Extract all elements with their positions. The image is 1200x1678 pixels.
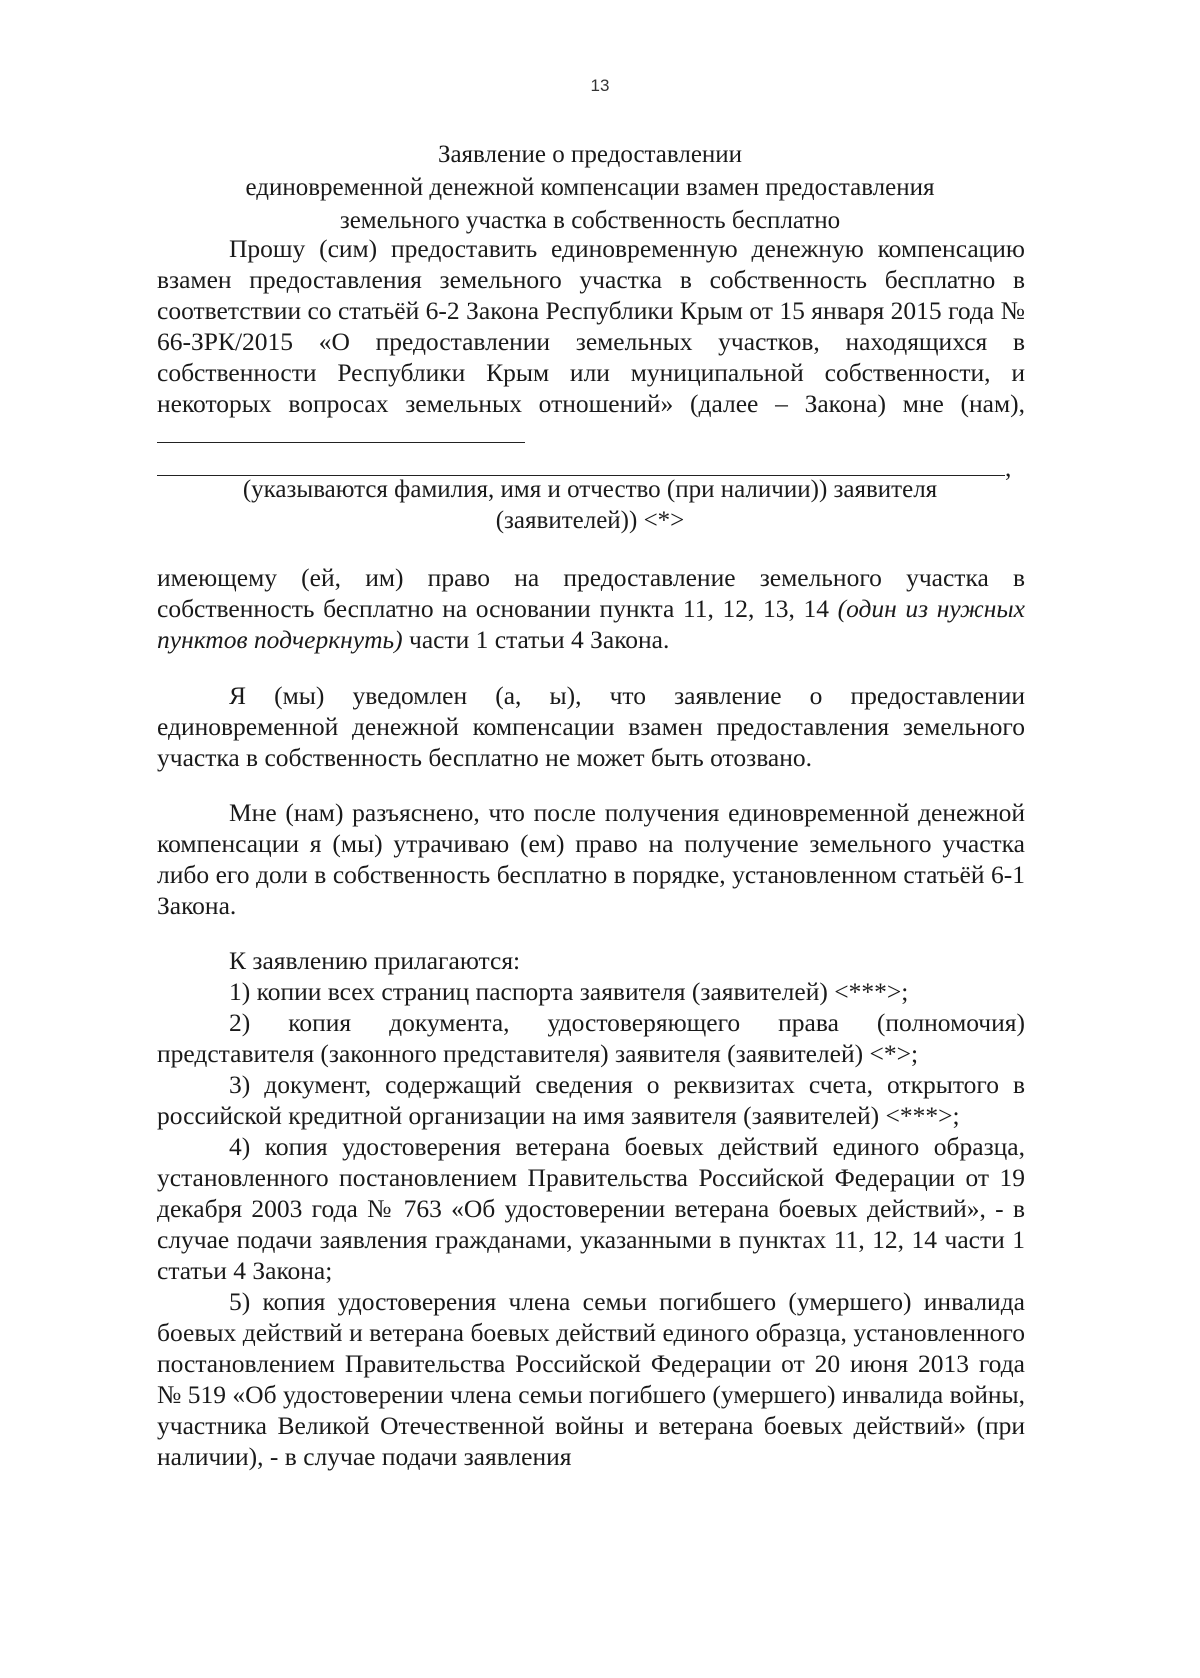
title-line-3: земельного участка в собственность бесплатно [339,207,841,234]
entitlement-italic-note: (один из нужных пунктов подчеркнуть) [157,594,1026,654]
document-title [150,138,1030,237]
applicant-name-field[interactable] [157,441,525,443]
notification-text: Я (мы) уведомлен (а, ы), что заявление о предоставлении единовременной денежной компенсации взамен предоставления земельного участка в собственность бесплатно не может быть отозвано. [157,681,1025,772]
notification-paragraph [157,680,1025,773]
explanation-text: Мне (нам) разъяснено, что после получения единовременной денежной компенсации я (мы) утрачиваю (ем) право на получение земельного участка либо его доли в собственность бесплатно в порядке, установленном статьёй 6-1 Закона. [157,798,1025,920]
attachment-item: 4) копия удостоверения ветерана боевых действий единого образца, установленного постановлением Правительства Российской Федерации от 19 декабря 2003 года № 763 «Об удостоверении ветерана боевых действий», - в случае подачи заявления гражданами, указанными в пунктах 11, 12, 14 части 1 статьи 4 Закона; [157,1132,1025,1285]
page-number: 13 [590,76,610,95]
attachments-list [157,945,1025,1472]
attachment-item: 1) копии всех страниц паспорта заявителя (заявителей) <***>; [229,977,909,1006]
request-paragraph [157,233,1025,483]
attachment-item: 2) копия документа, удостоверяющего права (полномочия) представителя (законного представителя) заявителя (заявителей) <*>; [157,1008,1025,1068]
applicant-note-text: (указываются фамилия, имя и отчество (при наличии)) заявителя (заявителей)) <*> [242,476,938,534]
entitlement-text: имеющему (ей, им) право на предоставление земельного участка в собственность бесплатно на основании пункта 11, 12, 13, 14 [157,563,1025,623]
attachments-heading: К заявлению прилагаются: [229,946,521,975]
attachment-item: 5) копия удостоверения члена семьи погибшего (умершего) инвалида боевых действий и ветерана боевых действий единого образца, установленного постановлением Правительства Российской Федерации от 20 июня 2013 года № 519 «Об удостоверении члена семьи погибшего (умершего) инвалида войны, участника Великой Отечественной войны и ветерана боевых действий» (при наличии), - в случае подачи заявления [157,1287,1025,1471]
line-end-comma: , [1005,453,1012,482]
applicant-name-field-line-2[interactable] [157,453,1005,476]
explanation-paragraph [157,797,1025,921]
entitlement-text-end: части 1 статьи 4 Закона. [409,625,670,654]
entitlement-paragraph [157,562,1025,655]
title-line-1: Заявление о предоставлении [437,141,743,168]
applicant-note [200,474,980,536]
request-text: Прошу (сим) предоставить единовременную денежную компенсацию взамен предоставления земельного участка в собственность бесплатно в соответствии со статьёй 6-2 Закона Республики Крым от 15 января 2015 года № 66-ЗРК/2015 «О предоставлении земельных участков, находящихся в собственности Республики Крым или муниципальной собственности, и некоторых вопросах земельных отношений» (далее – Закона) мне (нам), [157,234,1025,418]
attachment-item: 3) документ, содержащий сведения о реквизитах счета, открытого в российской кредитной организации на имя заявителя (заявителей) <***>; [157,1070,1025,1130]
title-line-2: единовременной денежной компенсации взамен предоставления [245,174,935,201]
